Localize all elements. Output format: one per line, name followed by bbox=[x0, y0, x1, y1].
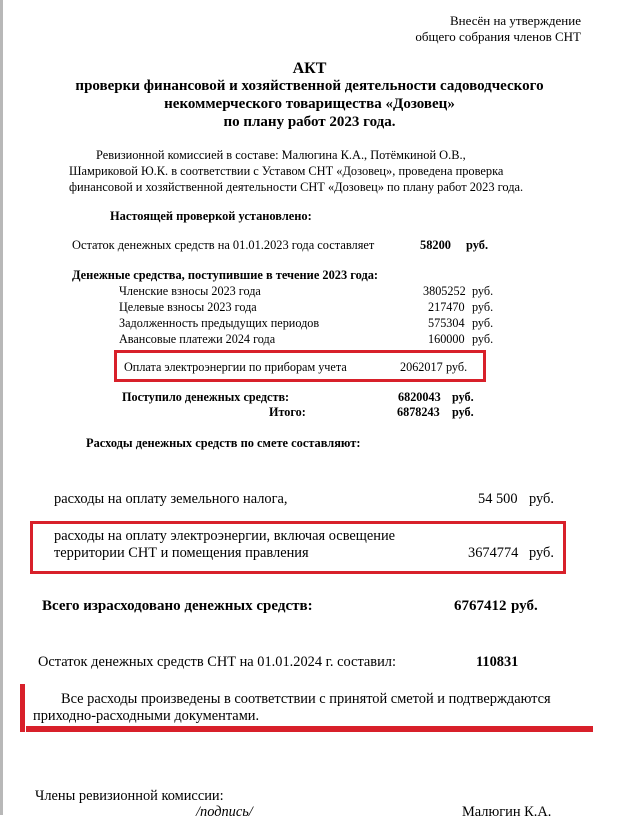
spent-total-value: 6767412 bbox=[454, 598, 507, 614]
income-item-value: 160000 bbox=[428, 332, 465, 346]
received-unit: руб. bbox=[452, 390, 474, 404]
income-item-label: Членские взносы 2023 года bbox=[119, 284, 261, 298]
income-item-unit: руб. bbox=[472, 332, 494, 346]
total-unit: руб. bbox=[452, 405, 474, 419]
conclusion-left-marker bbox=[20, 684, 25, 732]
conclusion-line-1: Все расходы произведены в соответствии с принятой сметой и подтверждаются bbox=[61, 691, 551, 707]
income-heading: Денежные средства, поступившие в течение 2023 года: bbox=[72, 268, 379, 282]
signature-placeholder: /подпись/ bbox=[196, 804, 253, 820]
opening-balance-unit: руб. bbox=[466, 238, 489, 252]
spent-total-unit: руб. bbox=[511, 598, 538, 614]
approval-line-1: Внесён на утверждение bbox=[449, 13, 581, 28]
income-item-value: 575304 bbox=[428, 316, 465, 330]
intro-line-2: Шамриковой Ю.К. в соответствии с Уставом СНТ «Дозовец», проведена проверка bbox=[69, 164, 504, 178]
signatory-name: Малюгин К.А. bbox=[462, 804, 552, 820]
income-item-label: Авансовые платежи 2024 года bbox=[119, 332, 276, 346]
electricity-expense-line-2: территории СНТ и помещения правления bbox=[54, 545, 309, 561]
income-item-label: Задолженность предыдущих периодов bbox=[119, 316, 320, 330]
doc-title-line-2: некоммерческого товарищества «Дозовец» bbox=[164, 96, 455, 112]
closing-balance-label: Остаток денежных средств СНТ на 01.01.2024 г. составил: bbox=[38, 654, 396, 670]
approval-line-2: общего собрания членов СНТ bbox=[415, 29, 581, 44]
opening-balance-label: Остаток денежных средств на 01.01.2023 года составляет bbox=[72, 238, 375, 252]
total-label: Итого: bbox=[269, 405, 306, 419]
closing-balance-value: 110831 bbox=[476, 654, 519, 670]
spent-total-label: Всего израсходовано денежных средств: bbox=[42, 598, 313, 614]
conclusion-line-2: приходно-расходными документами. bbox=[33, 708, 260, 724]
land-tax-unit: руб. bbox=[529, 491, 554, 507]
income-item-value: 217470 bbox=[428, 300, 465, 314]
conclusion-underline-marker bbox=[26, 726, 593, 732]
income-item-unit: руб. bbox=[472, 300, 494, 314]
electricity-expense-unit: руб. bbox=[529, 545, 554, 561]
income-highlight-unit: руб. bbox=[446, 360, 468, 374]
received-label: Поступило денежных средств: bbox=[122, 390, 290, 404]
opening-balance-value: 58200 bbox=[420, 238, 451, 252]
land-tax-label: расходы на оплату земельного налога, bbox=[54, 491, 288, 507]
approval-note bbox=[415, 13, 581, 45]
doc-title-akt: АКТ bbox=[292, 60, 327, 77]
electricity-expense-value: 3674774 bbox=[468, 545, 519, 561]
established-heading: Настоящей проверкой установлено: bbox=[110, 209, 312, 223]
received-value: 6820043 bbox=[398, 390, 441, 404]
income-item-unit: руб. bbox=[472, 284, 494, 298]
intro-line-3: финансовой и хозяйственной деятельности СНТ «Дозовец» по плану работ 2023 года. bbox=[69, 180, 524, 194]
land-tax-value: 54 500 bbox=[478, 491, 518, 507]
commission-members-label: Члены ревизионной комиссии: bbox=[35, 788, 224, 804]
income-highlight-value: 2062017 bbox=[400, 360, 443, 374]
doc-title-line-3: по плану работ 2023 года. bbox=[223, 114, 396, 130]
income-item-label: Целевые взносы 2023 года bbox=[119, 300, 257, 314]
income-highlight-label: Оплата электроэнергии по приборам учета bbox=[124, 360, 347, 374]
total-value: 6878243 bbox=[397, 405, 440, 419]
intro-line-1: Ревизионной комиссией в составе: Малюгина К.А., Потёмкиной О.В., bbox=[96, 148, 466, 162]
doc-title-line-1: проверки финансовой и хозяйственной деятельности садоводческого bbox=[75, 78, 544, 94]
income-item-unit: руб. bbox=[472, 316, 494, 330]
expenses-heading: Расходы денежных средств по смете составляют: bbox=[86, 436, 361, 450]
income-item-value: 3805252 bbox=[423, 284, 466, 298]
electricity-expense-line-1: расходы на оплату электроэнергии, включая освещение bbox=[54, 528, 396, 544]
